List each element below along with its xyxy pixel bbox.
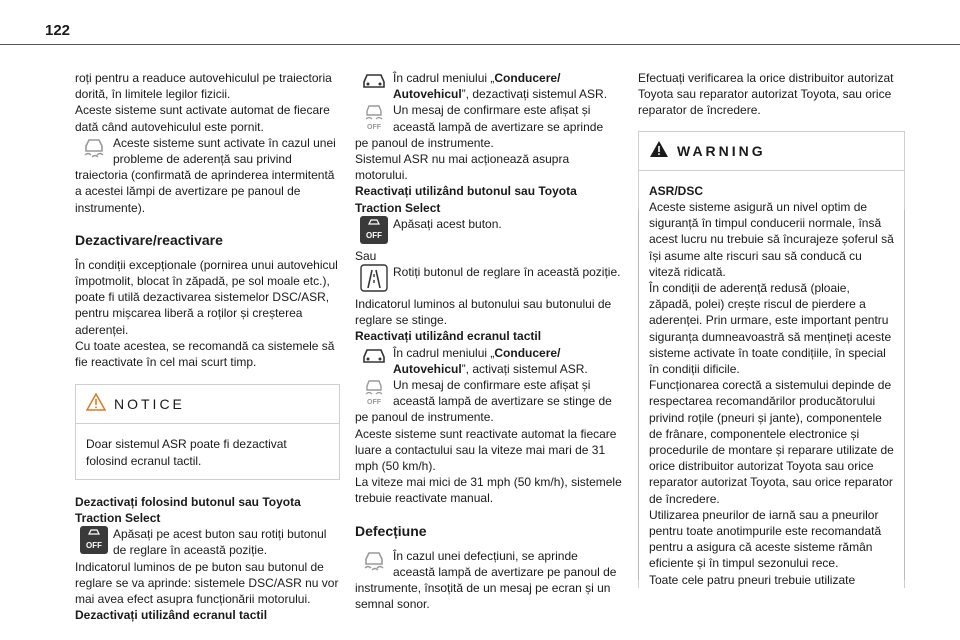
indicator-text: Apăsați pe acest buton sau rotiți butonul de reglare în această poziție. xyxy=(113,527,327,558)
notice-title: NOTICE xyxy=(114,396,185,413)
page-number: 122 xyxy=(45,22,71,39)
indicator-row xyxy=(355,70,623,102)
column-middle xyxy=(355,70,623,612)
warning-left-rule xyxy=(638,210,639,580)
section-heading: Defecțiune xyxy=(355,522,427,539)
indicator-row xyxy=(355,102,623,134)
paragraph: La viteze mai mici de 31 mph (50 km/h), sistemele trebuie reactivate manual. xyxy=(355,475,622,506)
menu-name: Conducere/ Autovehicul xyxy=(393,345,561,376)
warning-text: Toate cele patru pneuri trebuie utilizate xyxy=(649,572,856,587)
warning-text: Utilizarea pneurilor de iarnă sau a pneurilor pentru toate anotimpurile este recomandată pentru a asigura că aceste sisteme rămân eficiente și în timpul sezonului rece. xyxy=(649,507,882,571)
notice-triangle-icon xyxy=(86,393,106,415)
paragraph: Efectuați verificarea la orice distribuitor autorizat Toyota sau reparator autorizat Toyota, sau orice reparator de încredere. xyxy=(638,71,894,118)
indicator-row xyxy=(355,548,623,580)
warning-box xyxy=(638,131,905,588)
menu-text-pre: În cadrul meniului „ xyxy=(393,345,495,360)
subheading: Reactivați utilizând butonul sau Toyota Traction Select xyxy=(355,184,577,215)
warning-text: În condiții de aderență redusă (ploaie, zăpadă, polei) crește riscul de pierdere a aderenței. Prin urmare, este important pentru siguranța dumneavoastră să mențineți aceste sisteme activate în toate condițiile, în special în condiții dificile. xyxy=(649,281,892,377)
indicator-text: Apăsați acest buton. xyxy=(393,216,502,231)
paragraph: Sau xyxy=(355,248,377,263)
paragraph: Aceste sisteme sunt reactivate automat la fiecare luare a contactului sau la viteze mai mari de 31 mph (50 km/h). xyxy=(355,426,617,474)
subheading: Dezactivați utilizând ecranul tactil xyxy=(75,608,268,623)
subheading: Reactivați utilizând ecranul tactil xyxy=(355,329,542,344)
menu-text-post: ”, activați sistemul ASR. xyxy=(461,361,588,376)
menu-text-post: ”, dezactivați sistemul ASR. xyxy=(461,87,608,102)
off-button-icon: OFF xyxy=(75,526,113,558)
indicator-text: Rotiți butonul de reglare în această poziție. xyxy=(393,265,621,280)
indicator-row xyxy=(355,216,623,248)
paragraph: pe panoul de instrumente. xyxy=(355,410,494,425)
warning-text: Funcționarea corectă a sistemului depinde de respectarea recomandărilor producătorului privind roțile (pneuri și jante), componentele de frânare, componentele electronice și procedurile de montare și reparare utilizate de orice distribuitor autorizat Toyota sau orice reparator autorizat Toyota, sau orice reparator de încredere. xyxy=(649,378,894,506)
skid-warning-icon xyxy=(75,135,113,167)
paragraph: Aceste sisteme sunt activate automat de fiecare dată când autovehiculul este pornit. xyxy=(75,103,330,134)
paragraph: Cu toate acestea, se recomandă ca sistemele să fie reactivate în cel mai scurt timp. xyxy=(75,338,335,370)
paragraph: instrumente, însoțită de un mesaj pe ecran și un semnal sonor. xyxy=(355,581,611,612)
skid-warning-icon xyxy=(355,548,393,580)
svg-text:OFF: OFF xyxy=(367,399,381,406)
warning-triangle-icon xyxy=(649,140,669,162)
paragraph: roți pentru a readuce autovehiculul pe traiectoria dorită, în limitele legilor fizicii. xyxy=(75,71,332,102)
traction-select-dial-icon xyxy=(355,264,393,296)
off-button-icon: OFF xyxy=(355,216,393,248)
svg-text:OFF: OFF xyxy=(367,124,381,131)
indicator-row xyxy=(75,135,340,167)
column-right xyxy=(638,70,905,588)
paragraph: traiectoria (confirmată de aprinderea intermitentă a acestei lămpi de avertizare pe panoul de instrumente). xyxy=(75,168,335,215)
menu-text-pre: În cadrul meniului „ xyxy=(393,71,495,85)
header-rule xyxy=(0,44,960,45)
notice-box xyxy=(75,384,340,480)
indicator-row xyxy=(355,345,623,377)
subheading: Dezactivați folosind butonul sau Toyota Traction Select xyxy=(75,494,301,526)
warning-text: Aceste sisteme asigură un nivel optim de siguranță în timpul conducerii normale, însă acest lucru nu trebuie să încurajeze șoferul să își asume alte riscuri sau să conducă cu viteză ridicată. xyxy=(649,200,894,279)
warning-right-rule xyxy=(904,210,905,580)
paragraph: Indicatorul luminos de pe buton sau butonul de reglare se va aprinde: sistemele DSC/ASR nu vor mai avea efect asupra funcționării motorului. xyxy=(75,559,339,607)
menu-name: Conducere/ Autovehicul xyxy=(393,71,561,102)
indicator-row xyxy=(355,377,623,409)
paragraph: Indicatorul luminos al butonului sau butonului de reglare se stinge. xyxy=(355,297,612,328)
section-heading: Dezactivare/reactivare xyxy=(75,231,223,248)
skid-off-warning-icon xyxy=(355,102,393,134)
indicator-text: Un mesaj de confirmare este afișat și această lampă de avertizare se aprinde xyxy=(393,103,604,134)
warning-subheading: ASR/DSC xyxy=(649,183,704,198)
skid-off-warning-icon xyxy=(355,377,393,409)
column-left xyxy=(75,70,340,623)
indicator-row xyxy=(75,526,340,558)
notice-text: Doar sistemul ASR poate fi dezactivat folosind ecranul tactil. xyxy=(86,437,287,468)
indicator-row xyxy=(355,264,623,296)
indicator-text: Un mesaj de confirmare este afișat și această lampă de avertizare se stinge de xyxy=(393,378,612,409)
indicator-text: Aceste sisteme sunt activate în cazul unei probleme de aderență sau privind xyxy=(113,135,336,167)
paragraph: pe panoul de instrumente. xyxy=(355,135,494,150)
indicator-text: În cazul unei defecțiuni, se aprinde această lampă de avertizare pe panoul de xyxy=(393,548,617,579)
paragraph: Sistemul ASR nu mai acționează asupra motorului. xyxy=(355,152,570,183)
car-screen-icon xyxy=(355,345,393,377)
paragraph: În condiții excepționale (pornirea unui autovehicul împotmolit, blocat în zăpadă, pe sol moale etc.), poate fi utilă dezactivarea sistemelor DSC/ASR, pentru mișcarea liberă a roților și creșterea aderenței. xyxy=(75,257,338,337)
warning-title: WARNING xyxy=(677,142,766,159)
car-screen-icon xyxy=(355,70,393,102)
